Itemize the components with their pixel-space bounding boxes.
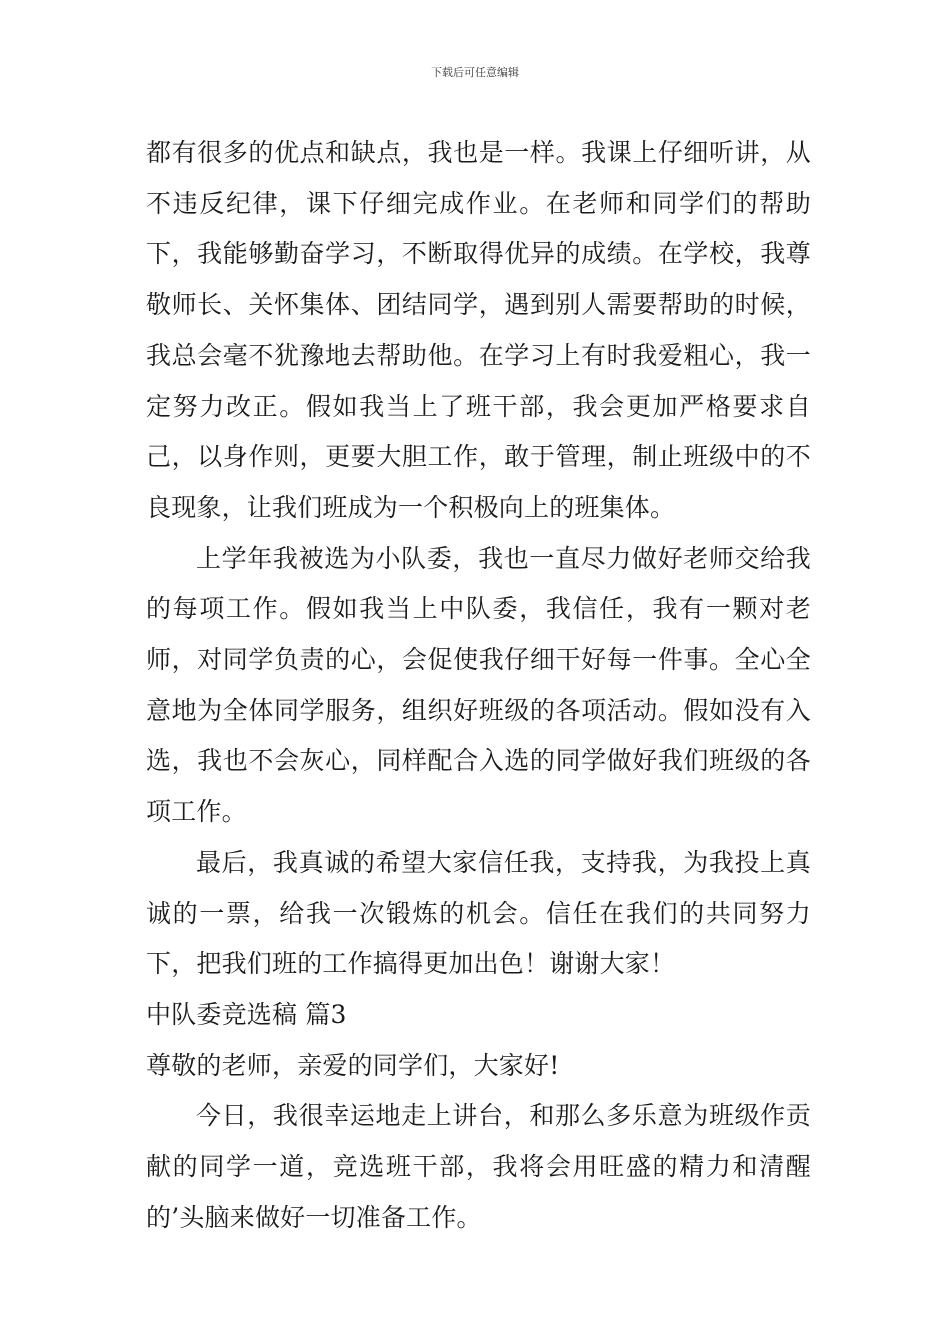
paragraph-3: 最后，我真诚的希望大家信任我，支持我，为我投上真诚的一票，给我一次锻炼的机会。信任在我们的共同努力下，把我们班的工作搞得更加出色！谢谢大家！: [146, 847, 811, 979]
section-title: 中队委竞选稿 篇3: [146, 999, 347, 1029]
paragraph-2: 上学年我被选为小队委，我也一直尽力做好老师交给我的每项工作。假如我当上中队委，我信任，我有一颗对老师，对同学负责的心，会促使我仔细干好每一件事。全心全意地为全体同学服务，组织好班级的各项活动。假如没有入选，我也不会灰心，同样配合入选的同学做好我们班级的各项工作。: [146, 543, 811, 827]
header-note: 下载后可任意编辑: [431, 66, 519, 79]
paragraph-4: 今日，我很幸运地走上讲台，和那么多乐意为班级作贡献的同学一道，竞选班干部，我将会用旺盛的精力和清醒的’头脑来做好一切准备工作。: [146, 1101, 811, 1232]
greeting: 尊敬的老师，亲爱的同学们，大家好!: [146, 1050, 560, 1080]
paragraph-1: 都有很多的优点和缺点，我也是一样。我课上仔细听讲，从不违反纪律，课下仔细完成作业。在老师和同学们的帮助下，我能够勤奋学习，不断取得优异的成绩。在学校，我尊敬师长、关怀集体、团结同学，遇到别人需要帮助的时候，我总会毫不犹豫地去帮助他。在学习上有时我爱粗心，我一定努力改正。假如我当上了班干部，我会更加严格要求自己，以身作则，更要大胆工作，敢于管理，制止班级中的不良现象，让我们班成为一个积极向上的班集体。: [146, 138, 811, 522]
document-body: [146, 128, 811, 1243]
